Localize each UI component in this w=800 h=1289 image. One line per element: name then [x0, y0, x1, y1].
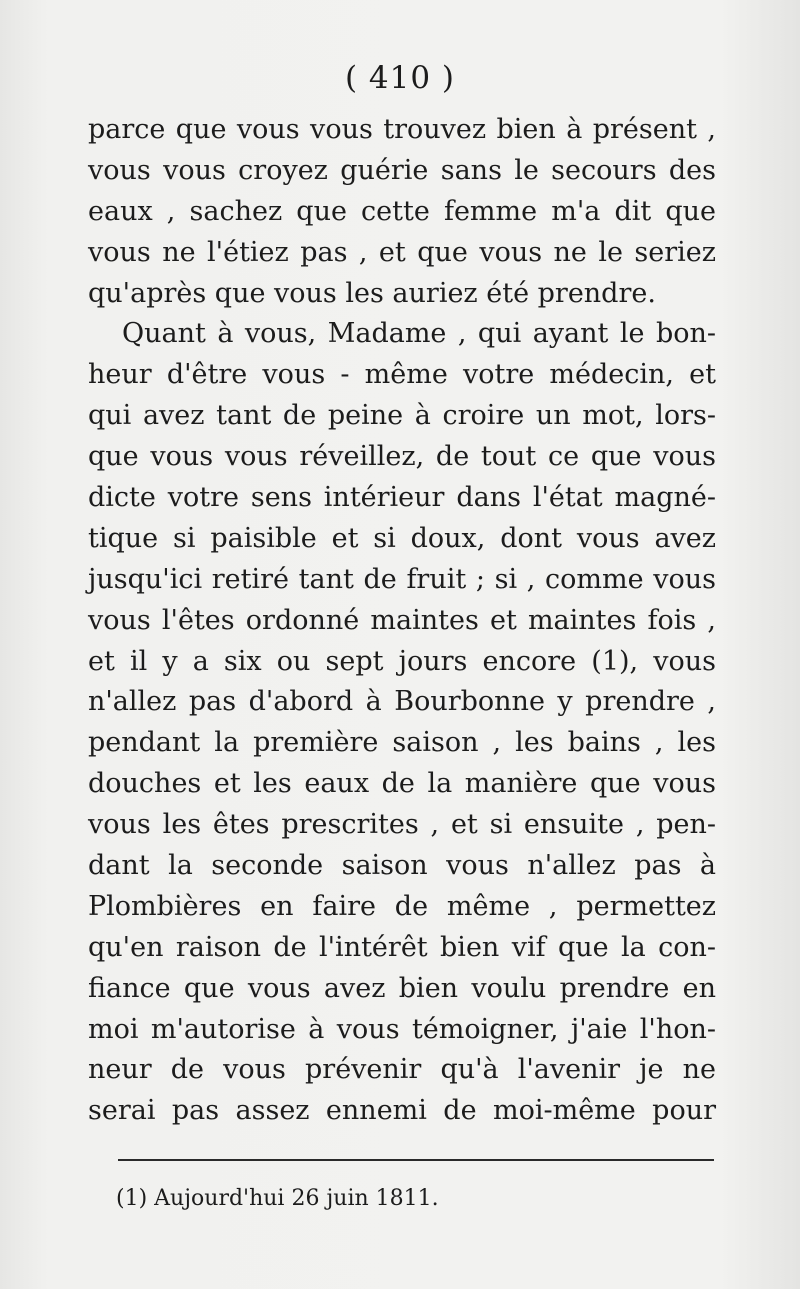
text-line: dant la seconde saison vous n'allez pas à	[88, 850, 716, 882]
text-line: eaux , sachez que cette femme m'a dit que	[88, 195, 716, 227]
text-line: fiance que vous avez bien voulu prendre en	[88, 972, 716, 1004]
text-line: et il y a six ou sept jours encore (1), vous	[88, 645, 716, 677]
footnote: (1) Aujourd'hui 26 juin 1811.	[116, 1186, 439, 1211]
text-line: vous l'êtes ordonné maintes et maintes fois ,	[88, 604, 716, 636]
text-line: qu'après que vous les auriez été prendre.	[88, 277, 656, 309]
text-line: parce que vous vous trouvez bien à présent ,	[88, 114, 716, 145]
text-line: que vous vous réveillez, de tout ce que vous	[88, 441, 716, 473]
text-line: qu'en raison de l'intérêt bien vif que la con-	[88, 931, 716, 963]
text-line: tique si paisible et si doux, dont vous avez	[88, 522, 716, 554]
text-line: Plombières en faire de même , permettez	[88, 890, 716, 922]
text-line: douches et les eaux de la manière que vous	[88, 768, 716, 800]
text-line: moi m'autorise à vous témoigner, j'aie l'hon-	[88, 1013, 716, 1045]
body-text	[88, 110, 716, 1132]
text-line: vous ne l'étiez pas , et que vous ne le seriez	[88, 236, 716, 268]
footnote-divider	[118, 1159, 714, 1161]
text-line: Quant à vous, Madame , qui ayant le bon-	[122, 318, 716, 350]
text-line: heur d'être vous - même votre médecin, et	[88, 359, 716, 391]
text-line: dicte votre sens intérieur dans l'état magné-	[88, 482, 716, 514]
text-line: neur de vous prévenir qu'à l'avenir je ne	[88, 1054, 716, 1086]
page-number: ( 410 )	[344, 60, 456, 96]
text-line: n'allez pas d'abord à Bourbonne y prendre ,	[88, 686, 716, 718]
text-line: vous les êtes prescrites , et si ensuite , pen-	[88, 809, 716, 841]
text-line: serai pas assez ennemi de moi-même pour	[88, 1095, 716, 1127]
text-line: jusqu'ici retiré tant de fruit ; si , comme vous	[88, 563, 716, 595]
text-line: pendant la première saison , les bains , les	[88, 727, 716, 759]
text-line: vous vous croyez guérie sans le secours des	[88, 154, 716, 186]
text-line: qui avez tant de peine à croire un mot, lors-	[88, 400, 716, 432]
